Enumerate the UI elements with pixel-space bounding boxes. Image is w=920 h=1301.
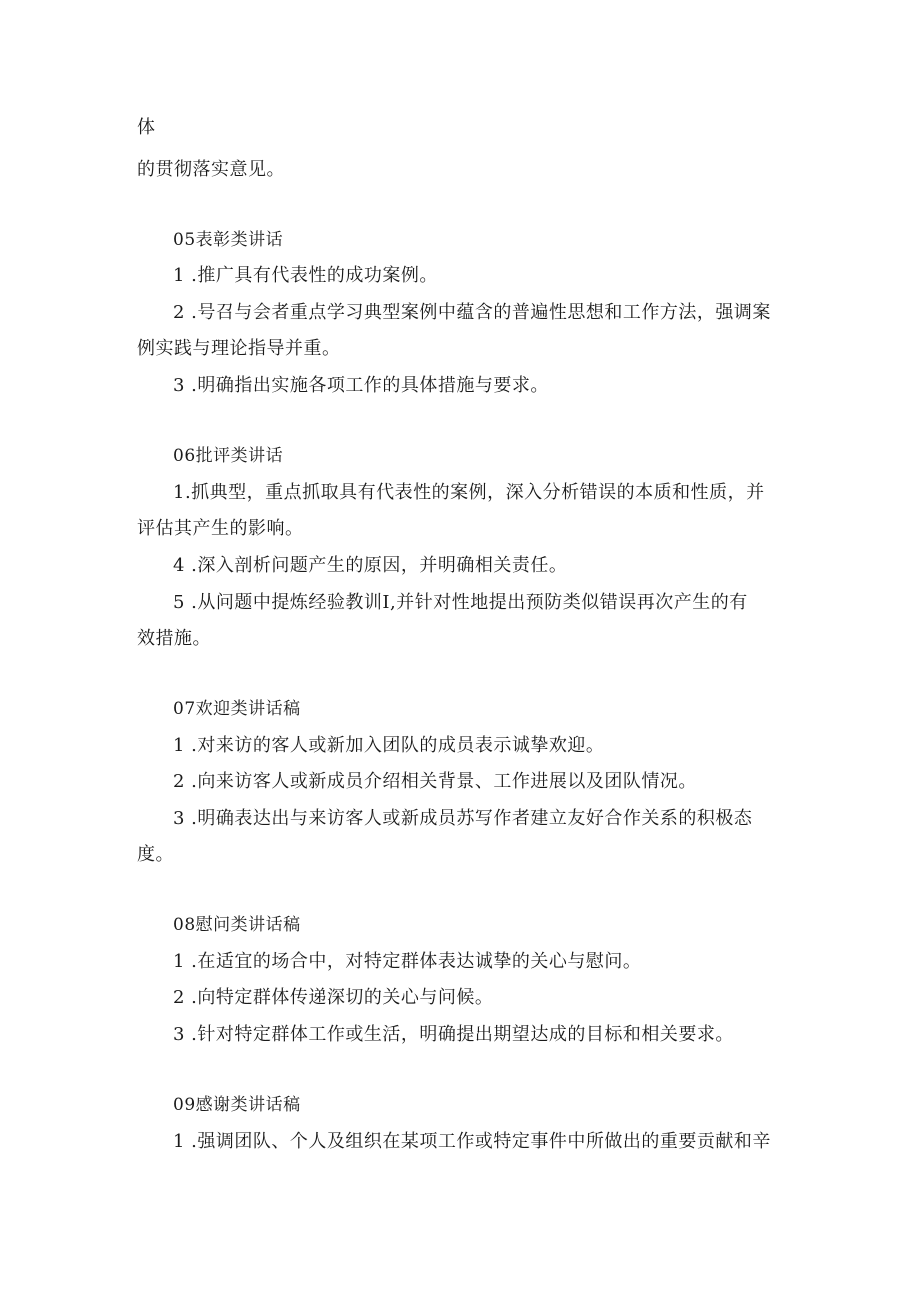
section-08-item: 3 .针对特定群体工作或生活，明确提出期望达成的目标和相关要求。 [173,1024,734,1045]
section-05-item: 2 .号召与会者重点学习典型案例中蕴含的普遍性思想和工作方法，强调案 [173,302,771,323]
section-07-item-continued: 度。 [137,844,174,865]
section-06-item: 5 .从问题中提炼经验教训I,并针对性地提出预防类似错误再次产生的有 [173,592,748,613]
section-08-item: 2 .向特定群体传递深切的关心与问候。 [173,987,494,1008]
section-08-item: 1 .在适宜的场合中，对特定群体表达诚挚的关心与慰问。 [173,951,642,972]
section-05-item: 1 .推广具有代表性的成功案例。 [173,265,438,286]
section-05-heading: 05表彰类讲话 [173,230,284,250]
section-09-heading: 09感谢类讲话稿 [173,1095,301,1115]
section-06-heading: 06批评类讲话 [173,446,284,466]
section-05-item-continued: 例实践与理论指导并重。 [137,338,341,359]
section-06-item-continued: 效措施。 [137,628,211,649]
section-05-item: 3 .明确指出实施各项工作的具体措施与要求。 [173,375,549,396]
section-06-item: 1.抓典型，重点抓取具有代表性的案例，深入分析错误的本质和性质，并 [173,482,765,503]
section-06-item-continued: 评估其产生的影响。 [137,518,304,539]
section-07-item: 2 .向来访客人或新成员介绍相关背景、工作进展以及团队情况。 [173,771,697,792]
section-06-item: 4 .深入剖析问题产生的原因，并明确相关责任。 [173,555,568,576]
intro-line-2: 的贯彻落实意见。 [137,159,285,180]
section-07-item: 1 .对来访的客人或新加入团队的成员表示诚挚欢迎。 [173,735,605,756]
section-09-item: 1 .强调团队、个人及组织在某项工作或特定事件中所做出的重要贡献和辛 [173,1131,771,1152]
section-07-item: 3 .明确表达出与来访客人或新成员苏写作者建立友好合作关系的积极态 [173,808,753,829]
section-07-heading: 07欢迎类讲话稿 [173,699,301,719]
section-08-heading: 08慰问类讲话稿 [173,915,301,935]
intro-line-1: 体 [137,117,156,138]
